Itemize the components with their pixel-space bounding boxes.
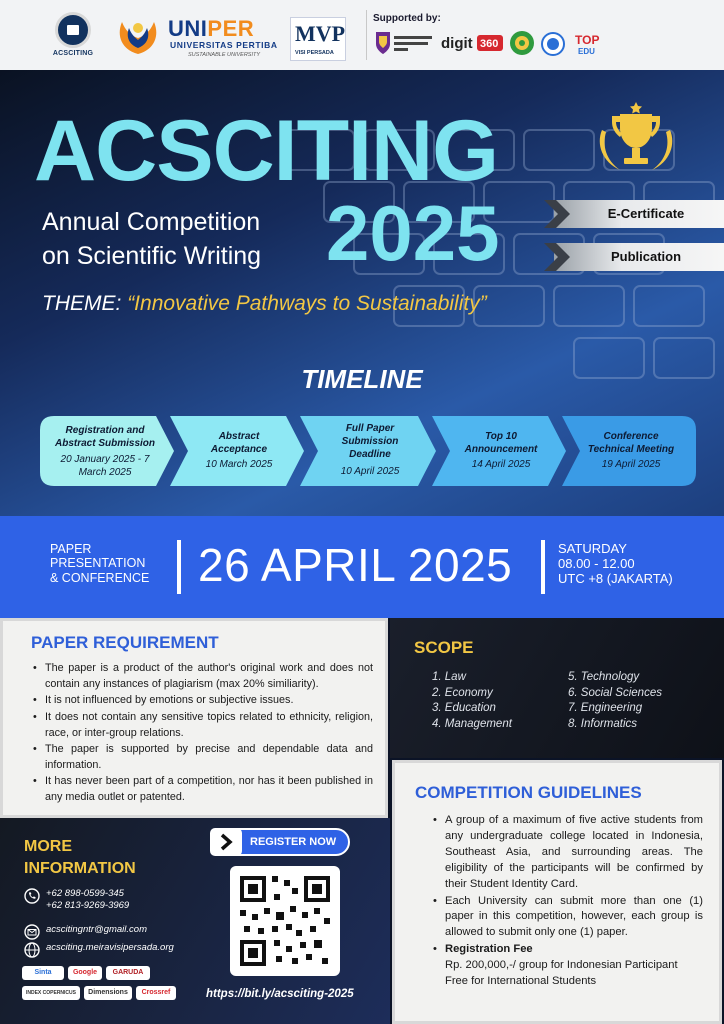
google-scholar-logo: Google — [68, 966, 102, 980]
trophy-icon — [588, 100, 684, 186]
topedu-logo — [573, 28, 607, 58]
registration-fee-label: • Registration Fee — [445, 943, 533, 956]
index-copernicus-logo: INDEX COPERNICUS — [22, 986, 80, 1000]
uitm-logo — [373, 28, 435, 58]
svg-text:360: 360 — [480, 38, 499, 50]
acsciting-logo-text: ACSCITING — [52, 50, 94, 57]
competition-guidelines-panel — [392, 760, 722, 1024]
list-item: • A group of a maximum of five active students from any undergraduate college located in Indonesia, Southeast Asia, and surrounding areas. The eligibility of the participants will be confirmed by their Student Identity Card. — [433, 813, 703, 893]
list-item: • The paper is a product of the author's original work and does not contain any instances of plagiarism (max 20% similiarity). — [33, 661, 373, 692]
header-divider — [366, 10, 367, 60]
svg-text:digit: digit — [441, 35, 473, 52]
utm-logo — [509, 28, 535, 58]
timeline-step-date: 20 January 2025 - 7 March 2025 — [60, 454, 150, 478]
event-day: SATURDAY — [558, 541, 627, 556]
scope-panel — [390, 618, 724, 758]
event-title: ACSCITING — [34, 103, 498, 199]
award-publication — [554, 243, 724, 271]
list-item: • The paper is supported by precise and dependable data and information. — [33, 742, 373, 773]
dimensions-logo: Dimensions — [84, 986, 132, 1000]
registration-link[interactable]: https://bit.ly/acsciting-2025 — [206, 988, 354, 1000]
header-bar — [0, 0, 724, 70]
event-type-line-2: PRESENTATION — [50, 556, 146, 571]
acsciting-logo — [46, 12, 100, 64]
band-divider — [177, 540, 181, 594]
band-divider — [541, 540, 545, 594]
garuda-logo: GARUDA — [106, 966, 150, 980]
supported-by-label: Supported by: — [373, 13, 441, 24]
event-theme — [42, 292, 487, 316]
timeline-step-title: Top 10 Announcement — [464, 431, 538, 455]
scope-item: 2. Economy — [432, 686, 493, 699]
svg-text:EDU: EDU — [578, 47, 595, 56]
idsc-logo — [541, 28, 565, 58]
timeline-step-title: Abstract Acceptance — [210, 431, 268, 455]
more-information-panel — [0, 818, 390, 1024]
scope-item: 7. Engineering — [568, 702, 643, 715]
fee-indonesian: Rp. 200,000,-/ group for Indonesian Participant — [445, 959, 678, 972]
scope-item: 4. Management — [432, 717, 512, 730]
award-ecertificate-label: E-Certificate — [607, 206, 685, 221]
award-publication-label: Publication — [610, 249, 682, 264]
globe-icon — [24, 942, 40, 958]
timeline-step-registration — [40, 416, 174, 486]
scope-item: 6. Social Sciences — [568, 686, 662, 699]
event-timezone: UTC +8 (JAKARTA) — [558, 570, 673, 586]
list-item: • Each University can submit more than one (1) paper in this competition, however, each group is allowed to submit only one (1) paper. — [433, 894, 703, 942]
digit360-logo — [439, 28, 505, 58]
phone-icon — [24, 888, 40, 904]
registration-fee-item — [433, 942, 703, 990]
mvp-logo-text: MVP — [295, 21, 346, 46]
crossref-logo: Crossref — [136, 986, 176, 1000]
paper-requirement-panel — [0, 618, 388, 818]
scope-item: 3. Education — [432, 702, 496, 715]
website-url[interactable]: acsciting.meiravisipersada.org — [46, 942, 174, 953]
timeline-step-title: Registration and Abstract Submission — [54, 425, 156, 449]
event-type — [50, 542, 149, 585]
competition-guidelines-title: COMPETITION GUIDELINES — [415, 783, 642, 802]
sinta-logo: Sinta — [22, 966, 64, 980]
event-type-line-1: PAPER — [50, 542, 92, 556]
timeline-step-date: 10 April 2025 — [340, 466, 400, 477]
timeline-step-top10 — [432, 416, 566, 486]
email-address[interactable]: acscitingntr@gmail.com — [46, 924, 147, 935]
award-ecertificate — [554, 200, 724, 228]
phone-numbers — [46, 888, 129, 913]
uniper-logo — [112, 12, 282, 62]
event-subtitle — [42, 206, 261, 274]
scope-item: 1. Law — [432, 671, 466, 683]
fee-international: Free for International Students — [445, 975, 597, 988]
mail-icon — [24, 924, 40, 940]
scope-item: 5. Technology — [568, 671, 640, 683]
phone-number-1: +62 898-0599-345 — [46, 888, 124, 899]
registration-qr-code[interactable] — [230, 866, 340, 976]
requirement-list — [33, 661, 373, 807]
register-now-button[interactable] — [210, 828, 350, 856]
uniper-flame-icon — [112, 14, 164, 58]
list-item: • It has never been part of a competition, nor has it been published in any media outlet or patented. — [33, 774, 373, 805]
guideline-list — [433, 813, 703, 991]
event-time — [558, 542, 673, 587]
phone-number-2: +62 813-9269-3969 — [46, 900, 130, 912]
scope-column-2 — [568, 670, 662, 732]
timeline-step-acceptance — [170, 416, 304, 486]
uniper-subtitle: UNIVERSITAS PERTIBA — [170, 40, 278, 50]
scope-item: 8. Informatics — [568, 717, 638, 730]
event-subtitle-line-1: Annual Competition — [42, 208, 261, 236]
timeline-title: TIMELINE — [301, 364, 423, 394]
list-item: • It does not contain any sensitive topics related to ethnicity, religion, race, or inter-group relations. — [33, 710, 373, 741]
hero-section — [0, 70, 724, 516]
paper-requirement-title: PAPER REQUIREMENT — [31, 633, 219, 652]
uniper-name: UNIPER — [168, 16, 255, 41]
scope-column-1 — [432, 670, 512, 732]
mvp-logo — [290, 17, 346, 61]
timeline-step-title: Full Paper Submission Deadline — [341, 423, 399, 460]
register-now-label: REGISTER NOW — [250, 836, 337, 848]
event-date: 26 APRIL 2025 — [198, 539, 513, 591]
theme-label: THEME: — [42, 292, 122, 315]
timeline-step-title: Conference Technical Meeting — [587, 431, 675, 455]
svg-text:TOP: TOP — [575, 33, 600, 47]
uniper-tagline: SUSTAINABLE UNIVERSITY — [188, 52, 261, 58]
event-type-line-3: & CONFERENCE — [50, 570, 150, 585]
timeline-step-technical-meeting — [562, 416, 696, 486]
chevron-right-icon — [210, 828, 242, 856]
indexing-logos — [22, 966, 182, 1006]
book-icon — [55, 12, 91, 48]
more-information-title: MORE INFORMATION — [24, 838, 136, 878]
mvp-logo-subtitle: VISI PERSADA — [295, 50, 334, 56]
timeline-step-date: 19 April 2025 — [601, 459, 661, 470]
timeline-step-full-paper — [300, 416, 436, 486]
event-hours: 08.00 - 12.00 — [558, 555, 635, 571]
supporter-logos — [373, 28, 713, 58]
list-item: • It is not influenced by emotions or subjective issues. — [33, 693, 373, 709]
timeline-step-date: 10 March 2025 — [205, 459, 273, 470]
event-date-band — [0, 516, 724, 618]
theme-text: “Innovative Pathways to Sustainability” — [127, 292, 487, 315]
scope-title: SCOPE — [414, 638, 474, 657]
timeline-step-date: 14 April 2025 — [471, 459, 531, 470]
event-year: 2025 — [326, 189, 500, 277]
event-subtitle-line-2: on Scientific Writing — [42, 241, 262, 270]
